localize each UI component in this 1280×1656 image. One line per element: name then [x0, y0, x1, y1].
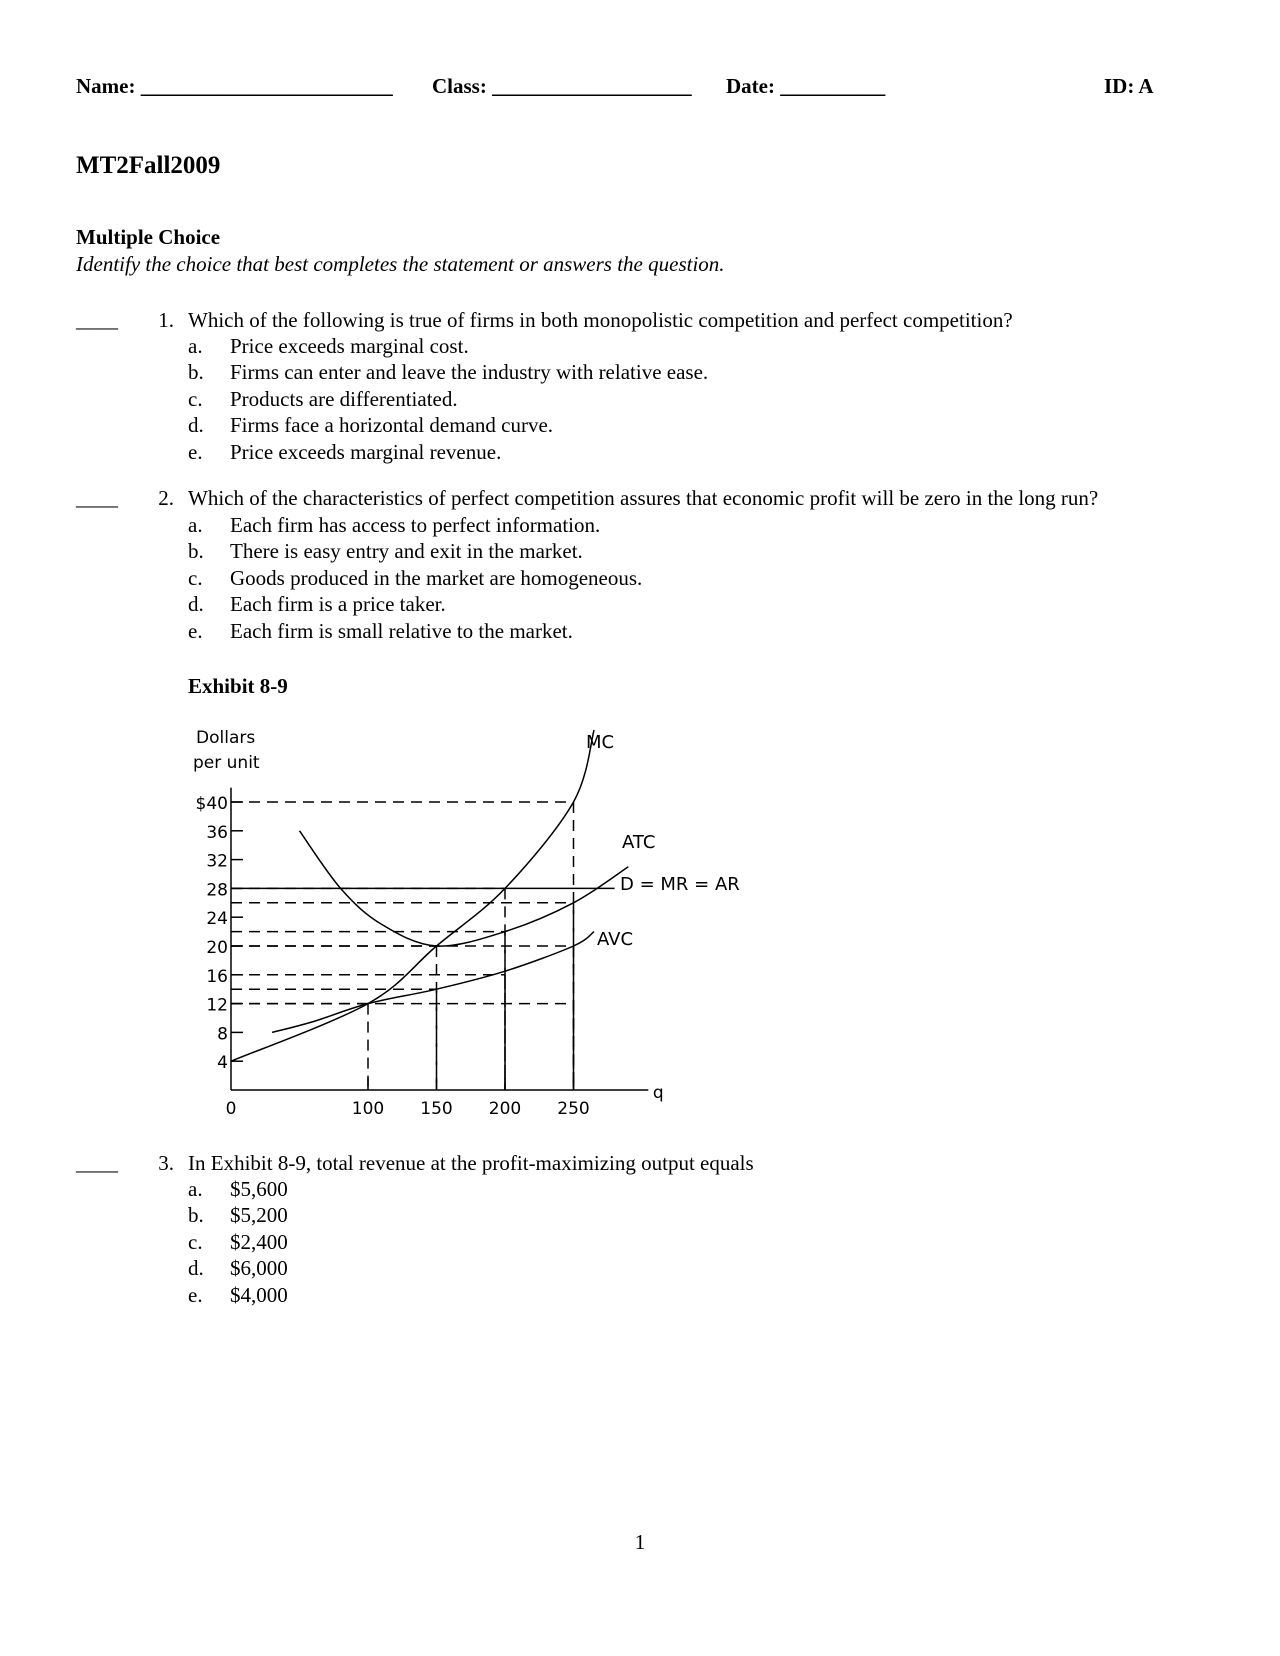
- question-number: 2.: [158, 486, 174, 510]
- y-tick-label: 12: [206, 995, 228, 1016]
- option-letter: d.: [188, 592, 204, 616]
- curve-label-d-mr-ar: D = MR = AR: [620, 874, 740, 895]
- y-tick-label: 28: [206, 880, 228, 901]
- answer-blank: ____: [76, 486, 118, 510]
- option-letter: c.: [188, 566, 203, 590]
- option-letter: e.: [188, 1283, 203, 1307]
- date-field-label: Date: __________: [726, 74, 886, 98]
- question-number: 1.: [158, 308, 174, 332]
- option-text: $5,200: [230, 1203, 288, 1227]
- name-field-label: Name: ________________________: [76, 74, 393, 98]
- y-tick-label: 16: [206, 966, 228, 987]
- option-text: Firms face a horizontal demand curve.: [230, 413, 554, 437]
- curve-label-mc: MC: [585, 732, 615, 753]
- curve-label-avc: AVC: [597, 929, 634, 950]
- option-letter: e.: [188, 619, 203, 643]
- curve-label-atc: ATC: [622, 832, 656, 853]
- option-letter: b.: [188, 1203, 204, 1227]
- x-axis-label: q: [652, 1083, 664, 1103]
- page-number: 1: [634, 1530, 646, 1554]
- x-tick-label: 100: [351, 1099, 385, 1119]
- curve-avc: [272, 932, 594, 1033]
- option-text: Firms can enter and leave the industry with relative ease.: [230, 360, 709, 384]
- option-text: There is easy entry and exit in the market.: [230, 539, 583, 563]
- option-text: Each firm has access to perfect information.: [230, 513, 601, 537]
- origin-label: 0: [225, 1099, 237, 1119]
- y-tick-label: $40: [195, 794, 228, 814]
- id-label: ID: A: [1104, 74, 1154, 98]
- y-tick-label: 36: [206, 822, 228, 843]
- class-field-label: Class: ___________________: [432, 74, 692, 98]
- x-tick-label: 200: [488, 1099, 522, 1119]
- option-text: Each firm is small relative to the market.: [230, 619, 573, 643]
- option-text: Price exceeds marginal revenue.: [230, 440, 502, 464]
- option-letter: b.: [188, 360, 204, 384]
- curve-mc: [231, 730, 594, 1061]
- curve-atc: [300, 831, 629, 946]
- y-axis-label-line2: per unit: [193, 753, 260, 773]
- option-letter: a.: [188, 334, 203, 358]
- option-text: Products are differentiated.: [230, 387, 458, 411]
- question-text: Which of the following is true of firms in both monopolistic competition and perfect competition?: [188, 308, 1013, 332]
- section-title: Multiple Choice: [76, 225, 221, 249]
- question-number: 3.: [158, 1151, 174, 1175]
- y-axis-label-line1: Dollars: [196, 728, 256, 748]
- option-text: $2,400: [230, 1230, 288, 1254]
- y-tick-label: 32: [206, 851, 228, 872]
- option-letter: c.: [188, 387, 203, 411]
- option-text: $5,600: [230, 1177, 288, 1201]
- option-letter: b.: [188, 539, 204, 563]
- section-instructions: Identify the choice that best completes the statement or answers the question.: [76, 252, 725, 276]
- option-letter: c.: [188, 1230, 203, 1254]
- question-text: In Exhibit 8-9, total revenue at the profit-maximizing output equals: [188, 1151, 754, 1175]
- option-letter: a.: [188, 513, 203, 537]
- y-tick-label: 20: [206, 938, 228, 958]
- x-tick-label: 250: [557, 1099, 590, 1119]
- option-text: Price exceeds marginal cost.: [230, 334, 469, 358]
- option-text: Each firm is a price taker.: [230, 592, 446, 616]
- option-letter: d.: [188, 413, 204, 437]
- y-tick-label: 24: [206, 909, 228, 930]
- exhibit-title: Exhibit 8-9: [188, 674, 288, 698]
- answer-blank: ____: [76, 308, 118, 332]
- option-text: $4,000: [230, 1283, 288, 1307]
- option-text: $6,000: [230, 1256, 288, 1280]
- option-letter: a.: [188, 1177, 203, 1201]
- y-tick-label: 8: [217, 1024, 228, 1045]
- y-tick-label: 4: [217, 1053, 228, 1074]
- question-text: Which of the characteristics of perfect competition assures that economic profit will be zero in the long run?: [188, 486, 1099, 510]
- document-title: MT2Fall2009: [76, 152, 221, 179]
- option-letter: d.: [188, 1256, 204, 1280]
- answer-blank: ____: [76, 1151, 118, 1175]
- option-text: Goods produced in the market are homogeneous.: [230, 566, 643, 590]
- x-tick-label: 150: [420, 1099, 453, 1119]
- option-letter: e.: [188, 440, 203, 464]
